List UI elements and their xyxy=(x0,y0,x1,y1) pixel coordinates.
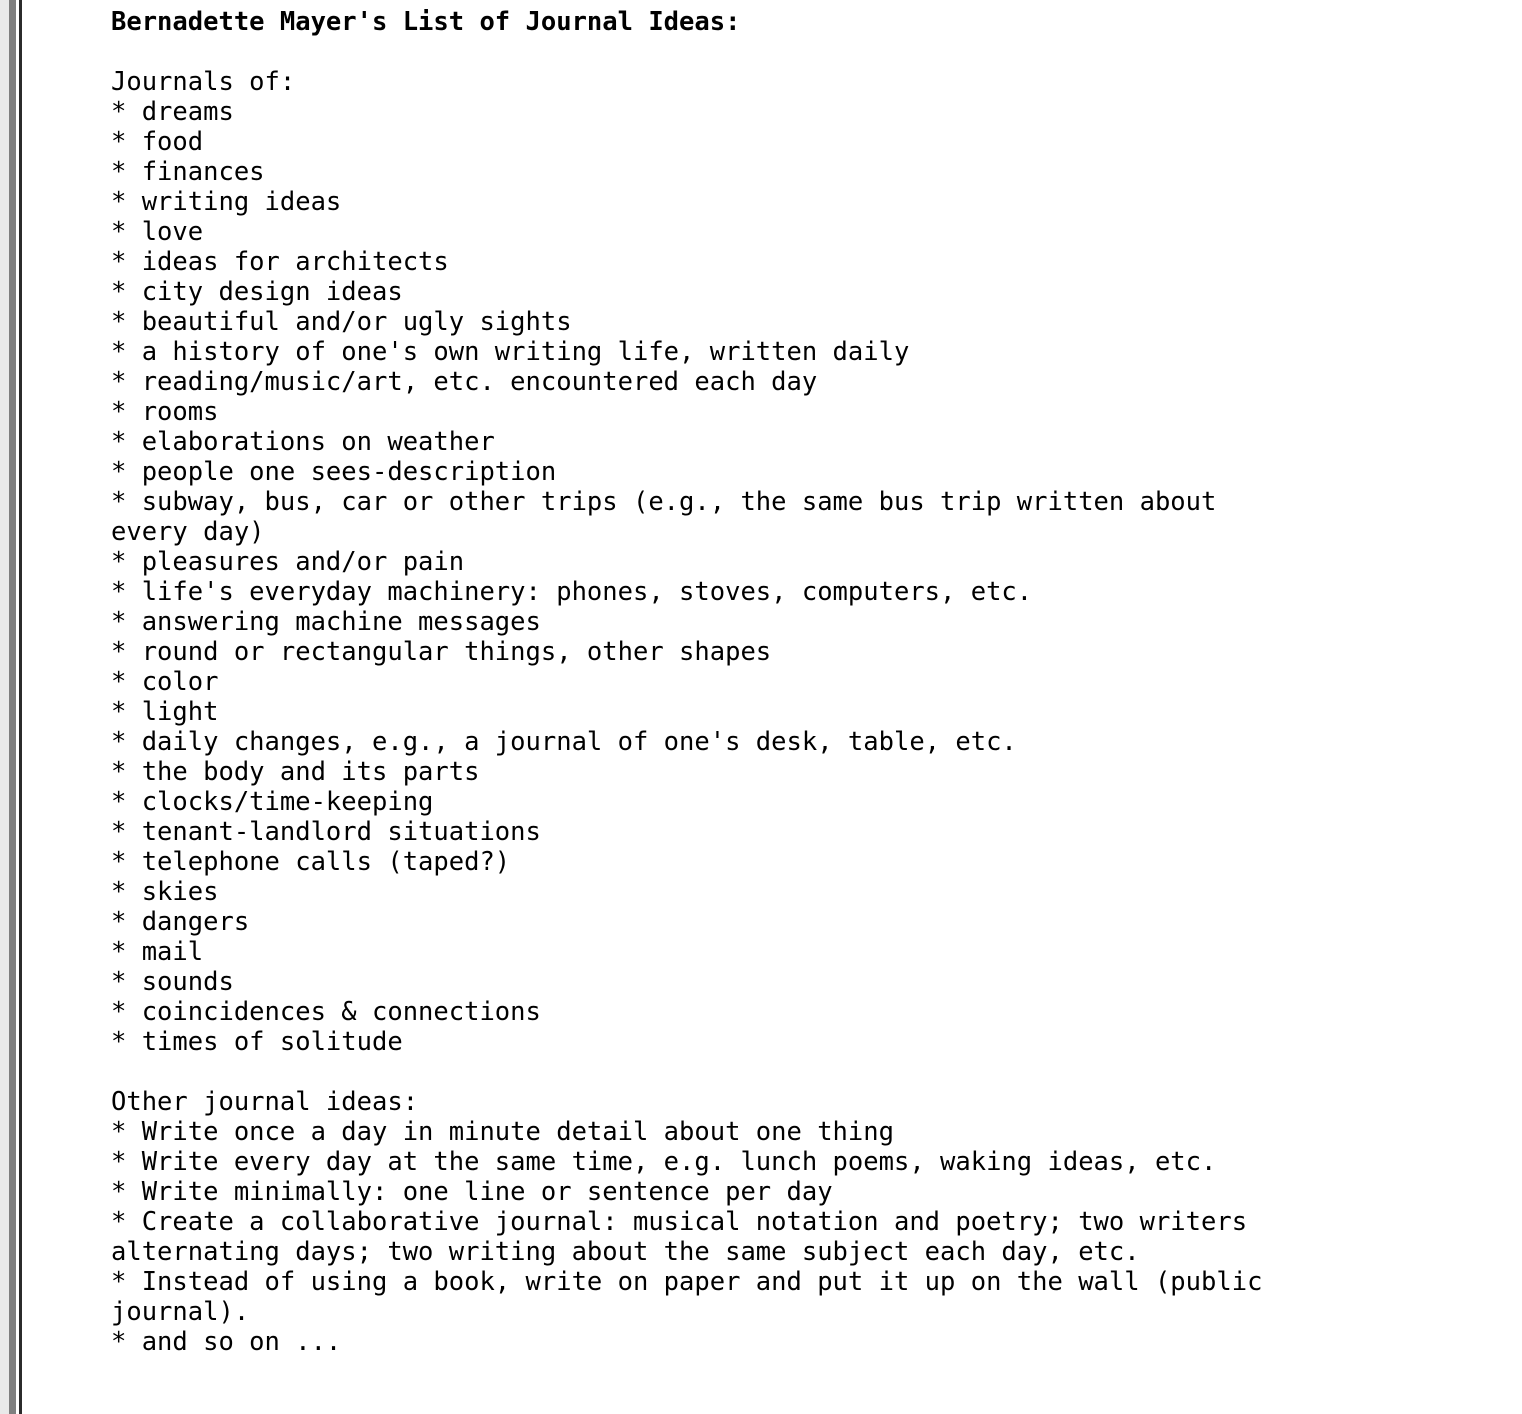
journal-idea-item: * daily changes, e.g., a journal of one's desk, table, etc. xyxy=(111,727,1017,757)
journal-idea-item: * reading/music/art, etc. encountered each day xyxy=(111,367,818,397)
journal-idea-item: * writing ideas xyxy=(111,187,342,217)
window-edge-gray-bar xyxy=(9,0,16,1414)
journal-idea-item: * love xyxy=(111,217,204,247)
journal-idea-item: * dangers xyxy=(111,907,250,937)
journal-idea-item: * city design ideas xyxy=(111,277,403,307)
document-title: Bernadette Mayer's List of Journal Ideas: xyxy=(111,7,741,37)
journal-idea-item: * answering machine messages xyxy=(111,607,541,637)
journal-idea-item: * coincidences & connections xyxy=(111,997,541,1027)
journal-idea-item: * beautiful and/or ugly sights xyxy=(111,307,572,337)
section-heading: Journals of: xyxy=(111,67,296,97)
journal-idea-item: * life's everyday machinery: phones, stoves, computers, etc. xyxy=(111,577,1033,607)
journal-idea-item: * finances xyxy=(111,157,265,187)
journal-idea-item: * clocks/time-keeping xyxy=(111,787,434,817)
content-frame-border xyxy=(19,0,22,1414)
journal-idea-item: * people one sees-description xyxy=(111,457,557,487)
journal-idea-item: * telephone calls (taped?) xyxy=(111,847,511,877)
journal-idea-item: * Write once a day in minute detail about one thing xyxy=(111,1117,894,1147)
journal-idea-item: * the body and its parts xyxy=(111,757,480,787)
journal-idea-item: * ideas for architects xyxy=(111,247,449,277)
journal-idea-item: * light xyxy=(111,697,219,727)
journal-idea-item: * Write minimally: one line or sentence per day xyxy=(111,1177,833,1207)
journal-idea-item: * pleasures and/or pain xyxy=(111,547,465,577)
journal-idea-item: * skies xyxy=(111,877,219,907)
journal-sections xyxy=(111,67,1283,1357)
journal-idea-item: * tenant-landlord situations xyxy=(111,817,541,847)
document-body xyxy=(111,7,1283,1357)
journal-idea-item: * elaborations on weather xyxy=(111,427,495,457)
journal-idea-item: * food xyxy=(111,127,204,157)
journal-idea-item: * color xyxy=(111,667,219,697)
journal-idea-item: * Instead of using a book, write on paper and put it up on the wall (public journal). xyxy=(111,1267,1278,1327)
journal-idea-item: * dreams xyxy=(111,97,234,127)
journal-idea-item: * sounds xyxy=(111,967,234,997)
journal-idea-item: * rooms xyxy=(111,397,219,427)
section-heading: Other journal ideas: xyxy=(111,1087,419,1117)
journal-idea-item: * mail xyxy=(111,937,204,967)
journal-idea-item: * Write every day at the same time, e.g. lunch poems, waking ideas, etc. xyxy=(111,1147,1217,1177)
journal-idea-item: * and so on ... xyxy=(111,1327,342,1357)
journal-idea-item: * subway, bus, car or other trips (e.g., the same bus trip written about every day) xyxy=(111,487,1232,547)
journal-idea-item: * round or rectangular things, other shapes xyxy=(111,637,772,667)
journal-idea-item: * a history of one's own writing life, written daily xyxy=(111,337,910,367)
journal-idea-item: * times of solitude xyxy=(111,1027,403,1057)
window-edge-light-strip xyxy=(0,0,9,1414)
journal-idea-item: * Create a collaborative journal: musical notation and poetry; two writers alternating days; two writing about the same subject each day, etc. xyxy=(111,1207,1263,1267)
